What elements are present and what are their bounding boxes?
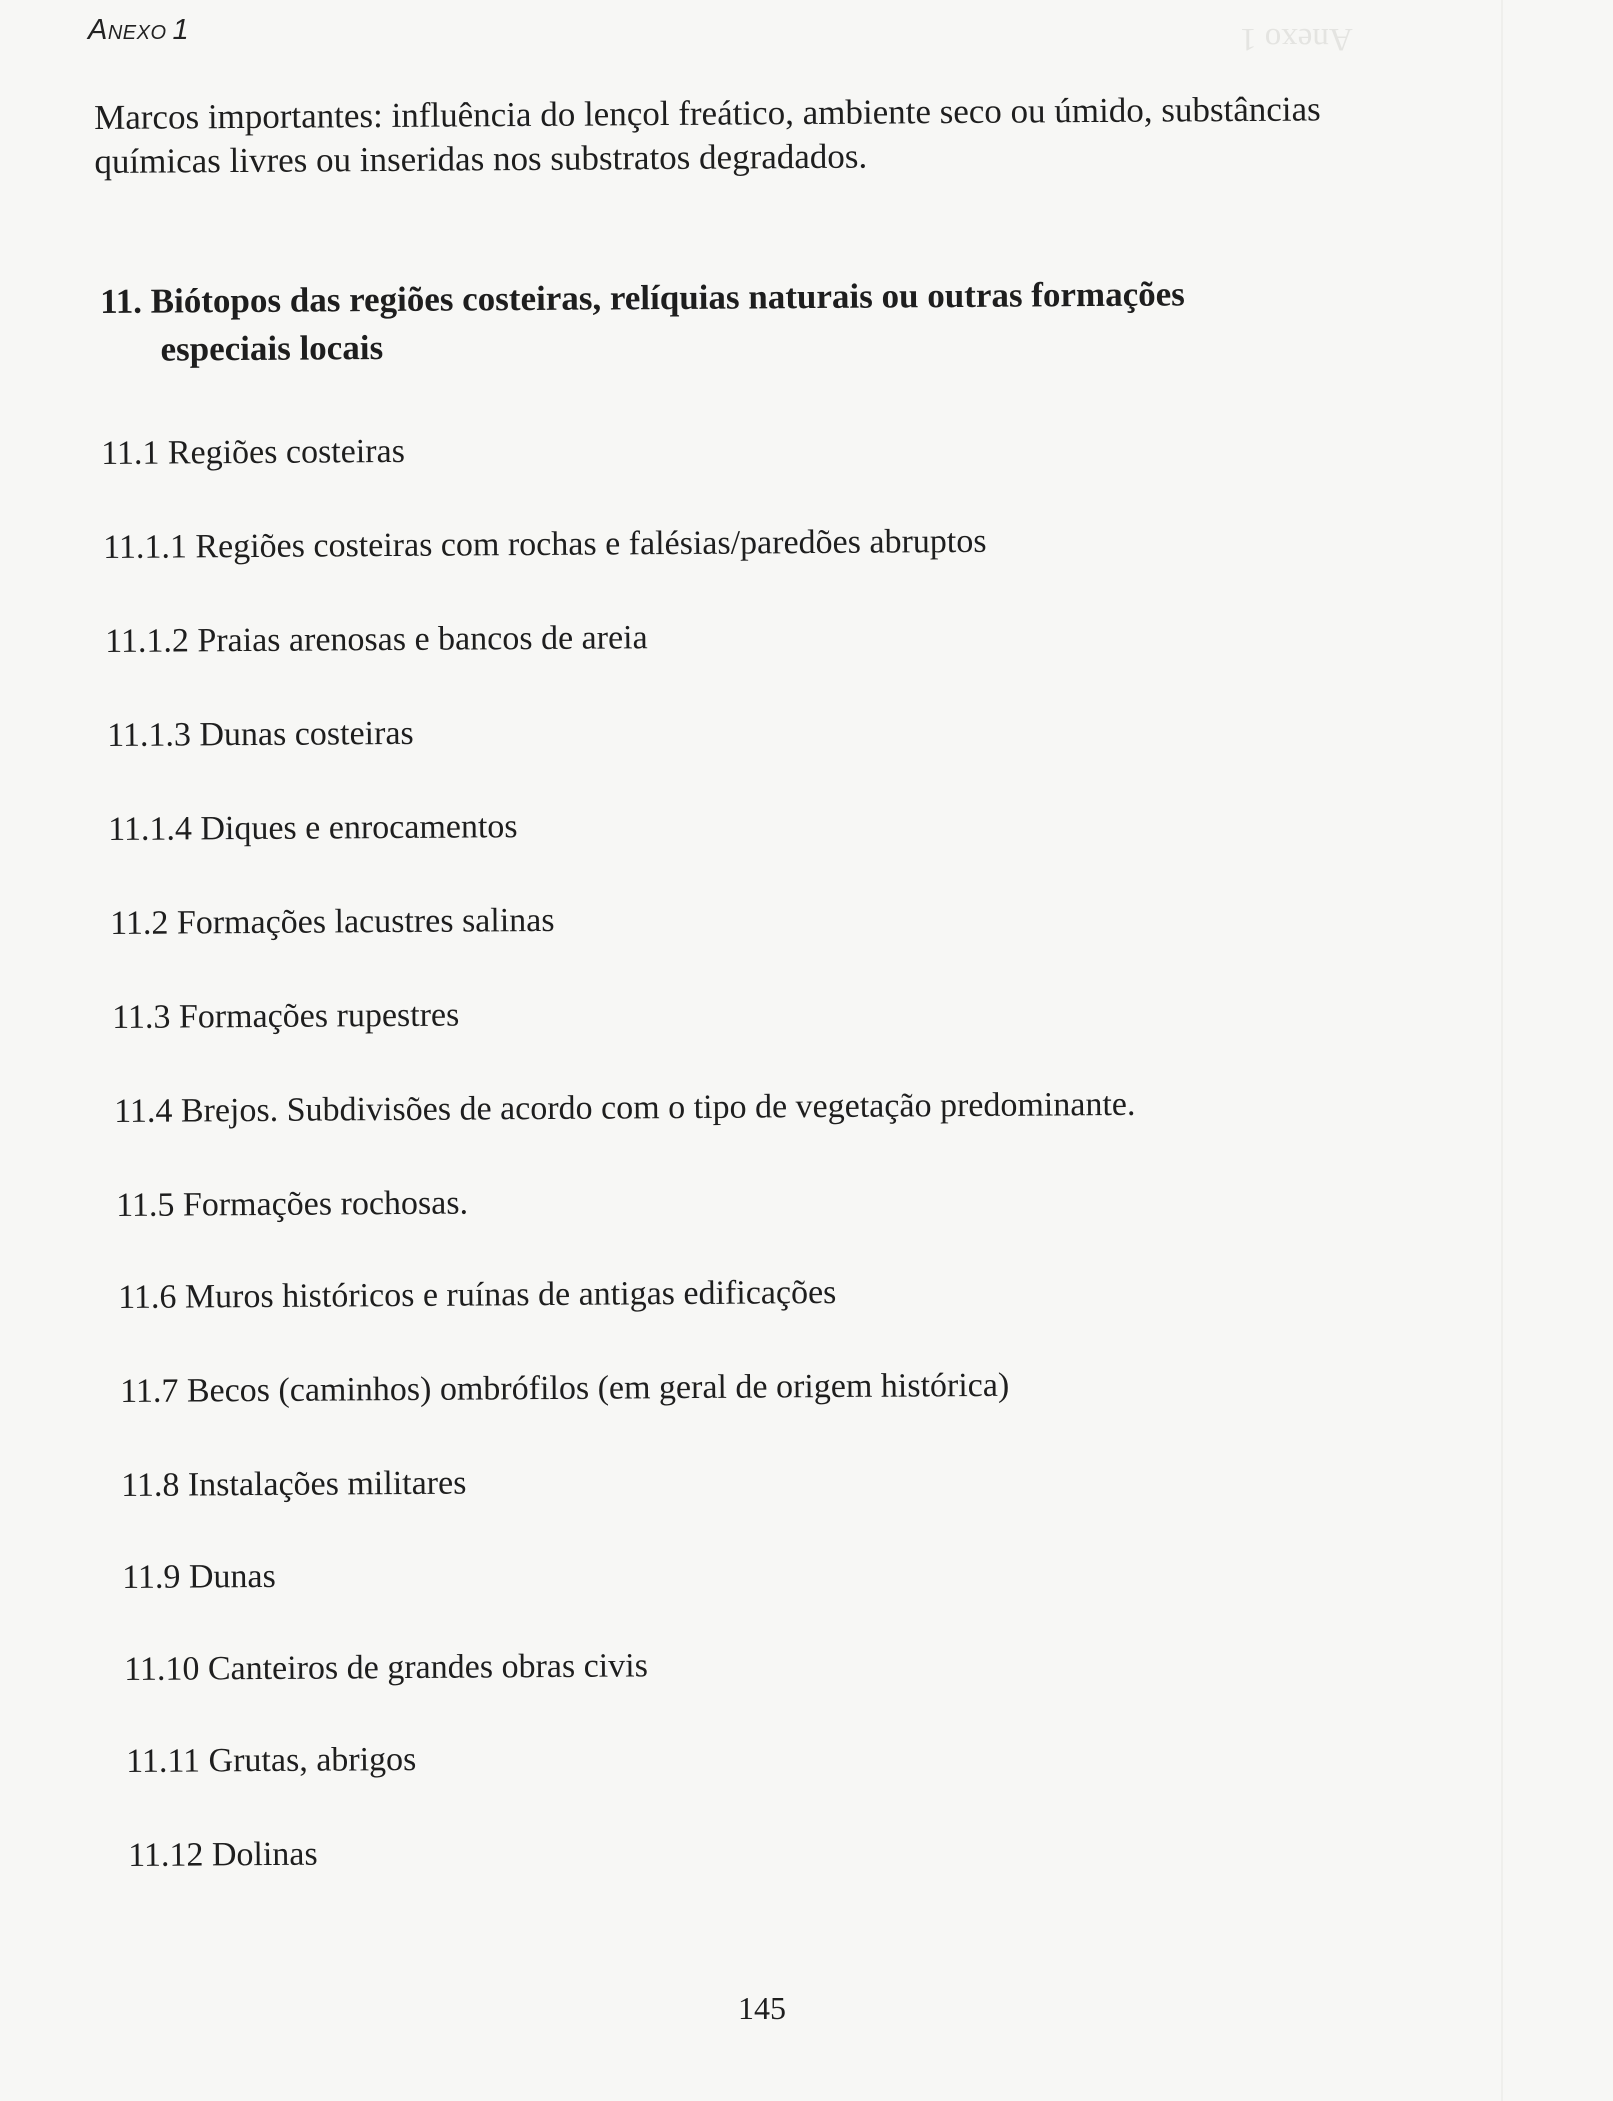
list-item: 11.4 Brejos. Subdivisões de acordo com o tipo de vegetação predominante. xyxy=(114,1085,1136,1130)
list-item: 11.1.4 Diques e enrocamentos xyxy=(108,808,518,848)
list-item: 11.1.1 Regiões costeiras com rochas e falésias/paredões abruptos xyxy=(103,522,987,566)
list-item: 11.1.3 Dunas costeiras xyxy=(107,714,414,754)
list-item: 11.9 Dunas xyxy=(122,1557,276,1596)
intro-paragraph: Marcos importantes: influência do lençol freático, ambiente seco ou úmido, substâncias químicas livres ou inseridas nos substratos degradados. xyxy=(94,89,1321,181)
annex-label: Anexo xyxy=(88,14,167,46)
list-item: 11.2 Formações lacustres salinas xyxy=(110,901,555,942)
list-item: 11.5 Formações rochosas. xyxy=(116,1184,469,1224)
annex-number: 1 xyxy=(172,14,190,46)
bleed-through-text: Anexo 1 xyxy=(1240,21,1353,57)
list-item: 11.12 Dolinas xyxy=(128,1835,318,1874)
list-item: 11.10 Canteiros de grandes obras civis xyxy=(124,1647,648,1688)
page-number: 145 xyxy=(738,1990,786,2026)
list-item: 11.1 Regiões costeiras xyxy=(101,432,405,472)
section-heading xyxy=(100,269,1351,374)
list-item: 11.8 Instalações militares xyxy=(121,1464,467,1504)
list-item: 11.11 Grutas, abrigos xyxy=(126,1740,417,1780)
list-item: 11.3 Formações rupestres xyxy=(112,996,460,1036)
list-item: 11.1.2 Praias arenosas e bancos de areia xyxy=(105,619,648,660)
page-edge-shadow xyxy=(1501,0,1503,2101)
annex-header xyxy=(88,14,189,47)
list-item: 11.6 Muros históricos e ruínas de antigas edificações xyxy=(118,1273,837,1316)
section-heading-line1: 11. Biótopos das regiões costeiras, relíquias naturais ou outras formações xyxy=(100,274,1185,321)
section-heading-line2: especiais locais xyxy=(160,328,384,369)
list-item: 11.7 Becos (caminhos) ombrófilos (em geral de origem histórica) xyxy=(120,1366,1010,1410)
